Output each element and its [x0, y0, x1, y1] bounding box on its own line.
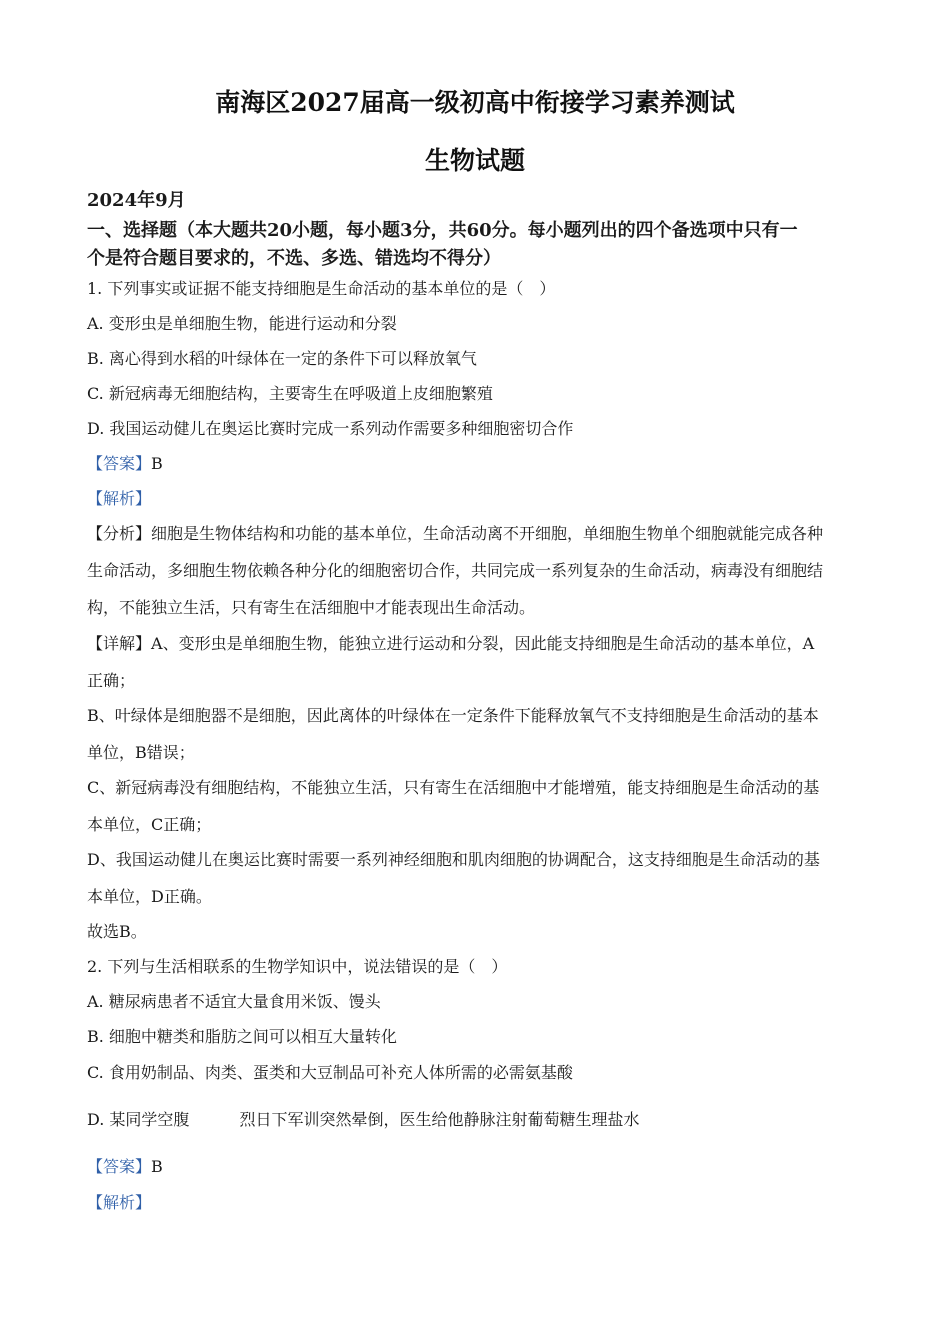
q1-option-a: A. 变形虫是单细胞生物，能进行运动和分裂 [87, 314, 397, 333]
q1-fenxi-line2: 生命活动，多细胞生物依赖各种分化的细胞密切合作，共同完成一系列复杂的生命活动，病毒没有细胞结 [87, 561, 824, 580]
q1-option-c: C. 新冠病毒无细胞结构，主要寄生在呼吸道上皮细胞繁殖 [87, 384, 493, 403]
q1-fenxi-line3: 构，不能独立生活，只有寄生在活细胞中才能表现出生命活动。 [87, 598, 536, 617]
q1-option-d: D. 我国运动健儿在奥运比赛时完成一系列动作需要多种细胞密切合作 [87, 419, 574, 438]
answer-tag: 【答案】 [87, 454, 152, 473]
fenxi-tag: 【分析】 [87, 524, 152, 543]
detail-text: A、变形虫是单细胞生物，能独立进行运动和分裂，因此能支持细胞是生命活动的基本单位，A [151, 634, 815, 653]
q2-option-b: B. 细胞中糖类和脂肪之间可以相互大量转化 [87, 1027, 397, 1046]
q1-answer-value: B [151, 454, 163, 473]
exam-date: 2024年9月 [87, 190, 186, 211]
q2-option-a: A. 糖尿病患者不适宜大量食用米饭、馒头 [87, 992, 381, 1011]
q1-detail-line6: 本单位，C正确； [87, 815, 212, 834]
document-subtitle: 生物试题 [424, 146, 525, 175]
q1-detail-line5: C、新冠病毒没有细胞结构，不能独立生活，只有寄生在活细胞中才能增殖，能支持细胞是生命活动的基 [87, 778, 820, 797]
q1-detail-line3: B、叶绿体是细胞器不是细胞，因此离体的叶绿体在一定条件下能释放氧气不支持细胞是生命活动的基本 [87, 706, 819, 725]
detail-tag: 【详解】 [87, 634, 152, 653]
q1-analysis-tag: 【解析】 [87, 489, 152, 508]
document-title: 南海区2027届高一级初高中衔接学习素养测试 [215, 88, 735, 117]
q2-answer-line [87, 1156, 860, 1178]
q1-stem: 1. 下列事实或证据不能支持细胞是生命活动的基本单位的是（ ） [87, 279, 556, 298]
q2-option-d [87, 1109, 860, 1131]
fenxi-text: 细胞是生物体结构和功能的基本单位，生命活动离不开细胞，单细胞生物单个细胞就能完成各种 [151, 524, 824, 543]
q2-option-d-part1: D. 某同学空腹 [87, 1110, 190, 1129]
q1-detail-line8: 本单位，D正确。 [87, 887, 212, 906]
section-heading-line1: 一、选择题（本大题共20小题，每小题3分，共60分。每小题列出的四个备选项中只有一 [87, 220, 798, 241]
q1-detail-line1 [87, 633, 860, 655]
q1-detail-line4: 单位，B错误； [87, 743, 195, 762]
q1-detail-line7: D、我国运动健儿在奥运比赛时需要一系列神经细胞和肌肉细胞的协调配合，这支持细胞是生命活动的基 [87, 850, 820, 869]
q2-stem: 2. 下列与生活相联系的生物学知识中，说法错误的是（ ） [87, 957, 508, 976]
q2-analysis-tag: 【解析】 [87, 1193, 152, 1212]
q2-option-d-part2: 烈日下军训突然晕倒，医生给他静脉注射葡萄糖生理盐水 [239, 1110, 640, 1129]
q1-answer-line [87, 453, 860, 475]
answer-tag: 【答案】 [87, 1157, 152, 1176]
q1-option-b: B. 离心得到水稻的叶绿体在一定的条件下可以释放氧气 [87, 349, 477, 368]
q2-answer-value: B [151, 1157, 163, 1176]
q2-option-c: C. 食用奶制品、肉类、蛋类和大豆制品可补充人体所需的必需氨基酸 [87, 1063, 573, 1082]
section-heading-line2: 个是符合题目要求的，不选、多选、错选均不得分） [87, 248, 501, 269]
q1-conclusion: 故选B。 [87, 922, 147, 941]
q1-fenxi-line1 [87, 523, 860, 545]
q1-detail-line2: 正确； [87, 671, 136, 690]
